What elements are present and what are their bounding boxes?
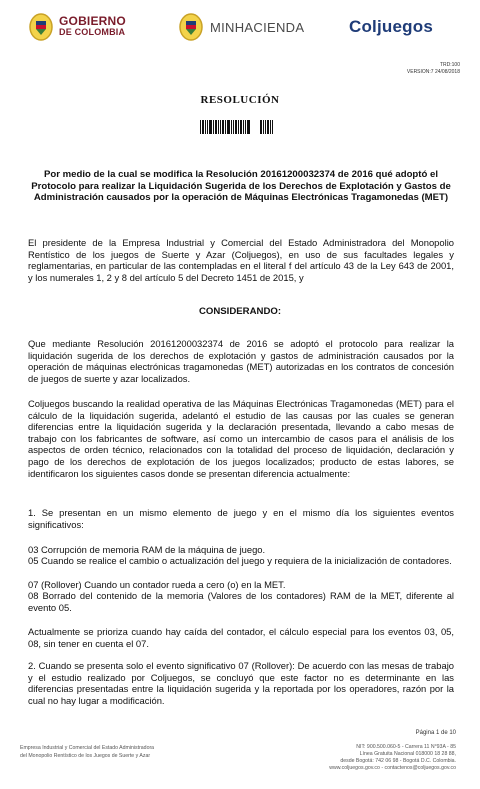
barcode-bar	[200, 120, 201, 134]
priority-paragraph: Actualmente se prioriza cuando hay caída del contador, el cálculo especial para los eventos 03, 05, 08, sin tener en cuenta el 07.	[28, 626, 454, 649]
barcode-bar	[205, 120, 206, 134]
barcode-bar	[245, 120, 246, 134]
barcode-bar	[220, 120, 221, 134]
gov-line1: GOBIERNO	[59, 14, 126, 28]
event-08: 08 Borrado del contenido de la memoria (Valores de los contadores) RAM de la MET, diferente al evento 05.	[28, 590, 454, 613]
event-07: 07 (Rollover) Cuando un contador rueda a cero (o) en la MET.	[28, 579, 286, 590]
footer-right-line1: NIT: 900.500.060-5 - Carrera 11 N°93A - 85	[356, 744, 456, 750]
barcode-bar	[238, 120, 239, 134]
barcode	[200, 120, 274, 134]
footer-right-line4: www.coljuegos.gov.co - contactenos@coljuegos.gov.co	[329, 765, 456, 771]
footer-left-line1: Empresa Industrial y Comercial del Estado Administradora	[20, 745, 155, 751]
doc-meta	[407, 62, 460, 76]
coljuegos-logo	[349, 17, 433, 37]
barcode-bar	[265, 120, 266, 134]
barcode-bar	[215, 120, 217, 134]
barcode-bar	[263, 120, 264, 134]
barcode-bar	[233, 120, 234, 134]
footer-right-line2: Línea Gratuita Nacional 018000 18 28 88,	[359, 751, 456, 757]
gobierno-text	[59, 16, 126, 38]
barcode-bar	[260, 120, 262, 134]
footer-left	[20, 744, 154, 760]
trd-code: TRD:100	[439, 62, 460, 68]
gobierno-logo	[28, 12, 126, 42]
minhacienda-text: MINHACIENDA	[210, 19, 305, 35]
paragraph-1: Que mediante Resolución 20161200032374 de 2016 se adoptó el protocolo para realizar la liquidación sugerida de los derechos de explotación y gastos de administración causados por la operación de máquinas electrónicas tragamonedas (MET) autorizadas en los contratos de concesión de juegos de suerte y azar localizados.	[28, 338, 454, 384]
paragraph-2: Coljuegos buscando la realidad operativa de las Máquinas Electrónicas Tragamonedas (MET) para el cálculo de la liquidación sugerida, adelantó el estudio de las causas por las cuales se generan diferencias entre la liquidación sugerida y la declaración presentada, llevando a cabo mesas de trabajo con los fabricantes de software, así como un intercambio de casos para el análisis de los aspectos de orden técnico, relacionados con la totalidad del proceso de liquidación, declaración y pago de los derechos de explotación de los juegos localizados; producto de estas labores, se identificaron los siguientes casos donde se presentan diferencia actualmente:	[28, 398, 454, 479]
colombia-seal-icon	[28, 12, 54, 42]
footer-left-line2: del Monopolio Rentístico de los Juegos de Suerte y Azar	[20, 753, 151, 759]
barcode-bar	[240, 120, 242, 134]
barcode-bar	[225, 120, 226, 134]
barcode-bar	[243, 120, 244, 134]
resolution-subject: Por medio de la cual se modifica la Resolución 20161200032374 de 2016 qué adoptó el Protocolo para realizar la Liquidación Sugerida de los Derechos de Explotación y Gastos de Administración causados por la operación de Máquinas Electrónicas Tragamonedas (MET)	[31, 169, 451, 203]
barcode-bar	[227, 120, 230, 134]
barcode-bar	[272, 120, 273, 134]
footer-right	[329, 744, 456, 772]
version-code: VERSION:7 24/08/2018	[406, 69, 460, 75]
document-title: RESOLUCIÓN	[200, 94, 280, 106]
barcode-bar	[209, 120, 212, 134]
barcode-bar	[231, 120, 232, 134]
page-number: Página 1 de 10	[415, 730, 456, 736]
barcode-bar	[235, 120, 237, 134]
event-03: 03 Corrupción de memoria RAM de la máquina de juego.	[28, 544, 266, 555]
event-05: 05 Cuando se realice el cambio o actualización del juego y requiera de la inicialización de contadores.	[28, 555, 452, 566]
coljuegos-text: Coljuegos	[349, 17, 433, 36]
intro-paragraph: El presidente de la Empresa Industrial y Comercial del Estado Administradora del Monopolio Rentístico de los juegos de Suerte y Azar (Coljuegos), en uso de sus facultades legales y reglamentarias, en particular de las contempladas en el literal f del artículo 43 de la Ley 643 de 2001, y los numerales 1, 2 y 8 del artículo 5 del Decreto 1451 de 2015, y	[28, 237, 454, 283]
barcode-bar	[218, 120, 219, 134]
minhacienda-seal-icon	[178, 12, 204, 42]
barcode-bar	[247, 120, 250, 134]
barcode-bar	[207, 120, 208, 134]
barcode-bar	[270, 120, 271, 134]
barcode-bar	[213, 120, 214, 134]
case-1-intro: 1. Se presentan en un mismo elemento de juego y en el mismo día los siguientes eventos significativos:	[28, 507, 454, 530]
minhacienda-logo	[178, 12, 304, 42]
footer-right-line3: desde Bogotá: 742 06 98 - Bogotá D.C. Colombia.	[340, 758, 456, 764]
considerando-heading: CONSIDERANDO:	[198, 306, 282, 317]
barcode-bar	[202, 120, 204, 134]
gov-line2: DE COLOMBIA	[59, 27, 126, 37]
case-2-paragraph: 2. Cuando se presenta solo el evento significativo 07 (Rollover): De acuerdo con las mesas de trabajo y el estudio realizado por Coljuegos, se concluyó que este factor no es determinante en las diferencias presentadas entre la liquidación sugerida y la reportada por los operadores, razón por la cual no hay lugar a modificación.	[28, 660, 454, 706]
barcode-bar	[222, 120, 224, 134]
barcode-bar	[267, 120, 269, 134]
